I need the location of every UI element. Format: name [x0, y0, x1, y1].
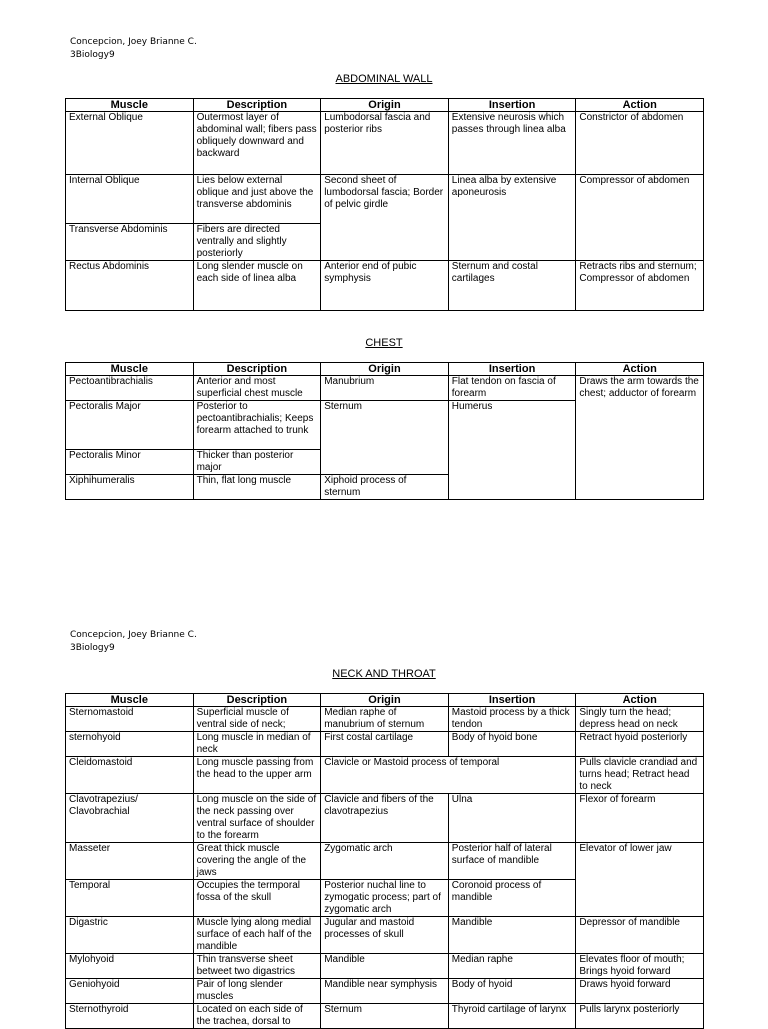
insertion-cell: Extensive neurosis which passes through linea alba — [448, 112, 576, 175]
description-cell: Long muscle in median of neck — [193, 732, 321, 757]
table-row — [66, 979, 704, 1004]
section-title-neck: NECK AND THROAT — [332, 668, 436, 680]
table-row — [66, 175, 704, 224]
action-cell: Pulls larynx posteriorly — [576, 1004, 704, 1029]
origin-cell: Second sheet of lumbodorsal fascia; Border of pelvic girdle — [321, 175, 449, 261]
insertion-cell: Thyroid cartilage of larynx — [448, 1004, 576, 1029]
author-section: 3Biology9 — [70, 643, 115, 653]
table-header-row — [66, 363, 704, 376]
col-header-muscle: Muscle — [66, 694, 194, 707]
insertion-cell: Mastoid process by a thick tendon — [448, 707, 576, 732]
description-cell: Outermost layer of abdominal wall; fibers pass obliquely downward and backward — [193, 112, 321, 175]
table-row — [66, 112, 704, 175]
description-cell: Anterior and most superficial chest muscle — [193, 376, 321, 401]
col-header-action: Action — [576, 694, 704, 707]
insertion-cell: Coronoid process of mandible — [448, 880, 576, 917]
table-row — [66, 917, 704, 954]
insertion-cell: Flat tendon on fascia of forearm — [448, 376, 576, 401]
insertion-cell: Mandible — [448, 917, 576, 954]
muscle-cell: sternohyoid — [66, 732, 194, 757]
action-cell: Draws the arm towards the chest; adductor of forearm — [576, 376, 704, 500]
table-row — [66, 843, 704, 880]
col-header-description: Description — [193, 363, 321, 376]
chest-table — [65, 362, 704, 500]
author-name: Concepcion, Joey Brianne C. — [70, 630, 197, 640]
origin-cell: Lumbodorsal fascia and posterior ribs — [321, 112, 449, 175]
description-cell: Thin, flat long muscle — [193, 475, 321, 500]
action-cell: Depressor of mandible — [576, 917, 704, 954]
action-cell: Flexor of forearm — [576, 794, 704, 843]
muscle-cell: Geniohyoid — [66, 979, 194, 1004]
col-header-muscle: Muscle — [66, 363, 194, 376]
origin-cell: Mandible near symphysis — [321, 979, 449, 1004]
muscle-cell: Clavotrapezius/ Clavobrachial — [66, 794, 194, 843]
muscle-cell: Sternomastoid — [66, 707, 194, 732]
table-row — [66, 954, 704, 979]
muscle-cell: Rectus Abdominis — [66, 261, 194, 311]
origin-cell: Posterior nuchal line to zymogatic process; part of zygomatic arch — [321, 880, 449, 917]
muscle-cell: External Oblique — [66, 112, 194, 175]
col-header-insertion: Insertion — [448, 363, 576, 376]
action-cell: Draws hyoid forward — [576, 979, 704, 1004]
muscle-cell: Pectoantibrachialis — [66, 376, 194, 401]
origin-cell: Sternum — [321, 1004, 449, 1029]
abdominal-wall-table — [65, 98, 704, 311]
insertion-cell: Linea alba by extensive aponeurosis — [448, 175, 576, 261]
table-row — [66, 376, 704, 401]
description-cell: Pair of long slender muscles — [193, 979, 321, 1004]
insertion-cell: Posterior half of lateral surface of mandible — [448, 843, 576, 880]
muscle-cell: Cleidomastoid — [66, 757, 194, 794]
col-header-origin: Origin — [321, 694, 449, 707]
origin-cell: Sternum — [321, 401, 449, 475]
description-cell: Thin transverse sheet betweet two digastrics — [193, 954, 321, 979]
muscle-cell: Mylohyoid — [66, 954, 194, 979]
origin-cell: Median raphe of manubrium of sternum — [321, 707, 449, 732]
action-cell: Elevator of lower jaw — [576, 843, 704, 917]
muscle-cell: Temporal — [66, 880, 194, 917]
insertion-cell: Body of hyoid bone — [448, 732, 576, 757]
description-cell: Long slender muscle on each side of linea alba — [193, 261, 321, 311]
author-name: Concepcion, Joey Brianne C. — [70, 37, 197, 47]
muscle-cell: Transverse Abdominis — [66, 224, 194, 261]
description-cell: Occupies the termporal fossa of the skull — [193, 880, 321, 917]
description-cell: Fibers are directed ventrally and slightly posteriorly — [193, 224, 321, 261]
muscle-cell: Internal Oblique — [66, 175, 194, 224]
col-header-description: Description — [193, 694, 321, 707]
table-header-row — [66, 99, 704, 112]
col-header-origin: Origin — [321, 99, 449, 112]
description-cell: Great thick muscle covering the angle of the jaws — [193, 843, 321, 880]
origin-cell: Manubrium — [321, 376, 449, 401]
origin-cell: First costal cartilage — [321, 732, 449, 757]
origin-cell: Clavicle and fibers of the clavotrapezius — [321, 794, 449, 843]
muscle-cell: Sternothyroid — [66, 1004, 194, 1029]
action-cell: Constrictor of abdomen — [576, 112, 704, 175]
table-header-row — [66, 694, 704, 707]
col-header-action: Action — [576, 363, 704, 376]
insertion-cell: Body of hyoid — [448, 979, 576, 1004]
insertion-cell: Median raphe — [448, 954, 576, 979]
description-cell: Thicker than posterior major — [193, 450, 321, 475]
description-cell: Long muscle passing from the head to the upper arm — [193, 757, 321, 794]
action-cell: Elevates floor of mouth; Brings hyoid forward — [576, 954, 704, 979]
table-row — [66, 707, 704, 732]
col-header-muscle: Muscle — [66, 99, 194, 112]
col-header-insertion: Insertion — [448, 694, 576, 707]
author-header-page-2 — [70, 629, 197, 655]
description-cell: Superficial muscle of ventral side of neck; — [193, 707, 321, 732]
muscle-cell: Xiphihumeralis — [66, 475, 194, 500]
table-row — [66, 757, 704, 794]
insertion-cell: Sternum and costal cartilages — [448, 261, 576, 311]
col-header-description: Description — [193, 99, 321, 112]
origin-cell: Zygomatic arch — [321, 843, 449, 880]
description-cell: Lies below external oblique and just above the transverse abdominis — [193, 175, 321, 224]
description-cell: Muscle lying along medial surface of each half of the mandible — [193, 917, 321, 954]
origin-cell: Mandible — [321, 954, 449, 979]
table-row — [66, 1004, 704, 1029]
insertion-cell: Humerus — [448, 401, 576, 500]
action-cell: Retract hyoid posteriorly — [576, 732, 704, 757]
origin-cell: Anterior end of pubic symphysis — [321, 261, 449, 311]
muscle-cell: Pectoralis Major — [66, 401, 194, 450]
table-row — [66, 794, 704, 843]
author-header — [70, 36, 197, 62]
description-cell: Located on each side of the trachea, dorsal to — [193, 1004, 321, 1029]
origin-cell: Xiphoid process of sternum — [321, 475, 449, 500]
table-row — [66, 261, 704, 311]
origin-cell: Jugular and mastoid processes of skull — [321, 917, 449, 954]
col-header-action: Action — [576, 99, 704, 112]
muscle-cell: Pectoralis Minor — [66, 450, 194, 475]
action-cell: Pulls clavicle crandiad and turns head; Retract head to neck — [576, 757, 704, 794]
table-row — [66, 732, 704, 757]
col-header-origin: Origin — [321, 363, 449, 376]
action-cell: Compressor of abdomen — [576, 175, 704, 261]
origin-cell: Clavicle or Mastoid process of temporal — [321, 757, 576, 794]
author-section: 3Biology9 — [70, 50, 115, 60]
muscle-cell: Digastric — [66, 917, 194, 954]
muscle-cell: Masseter — [66, 843, 194, 880]
section-title-chest: CHEST — [365, 337, 403, 349]
action-cell: Singly turn the head; depress head on neck — [576, 707, 704, 732]
neck-throat-table — [65, 693, 704, 1029]
description-cell: Long muscle on the side of the neck passing over ventral surface of shoulder to the forearm — [193, 794, 321, 843]
description-cell: Posterior to pectoantibrachialis; Keeps forearm attached to trunk — [193, 401, 321, 450]
action-cell: Retracts ribs and sternum; Compressor of abdomen — [576, 261, 704, 311]
insertion-cell: Ulna — [448, 794, 576, 843]
section-title-abdominal: ABDOMINAL WALL — [335, 73, 433, 85]
col-header-insertion: Insertion — [448, 99, 576, 112]
